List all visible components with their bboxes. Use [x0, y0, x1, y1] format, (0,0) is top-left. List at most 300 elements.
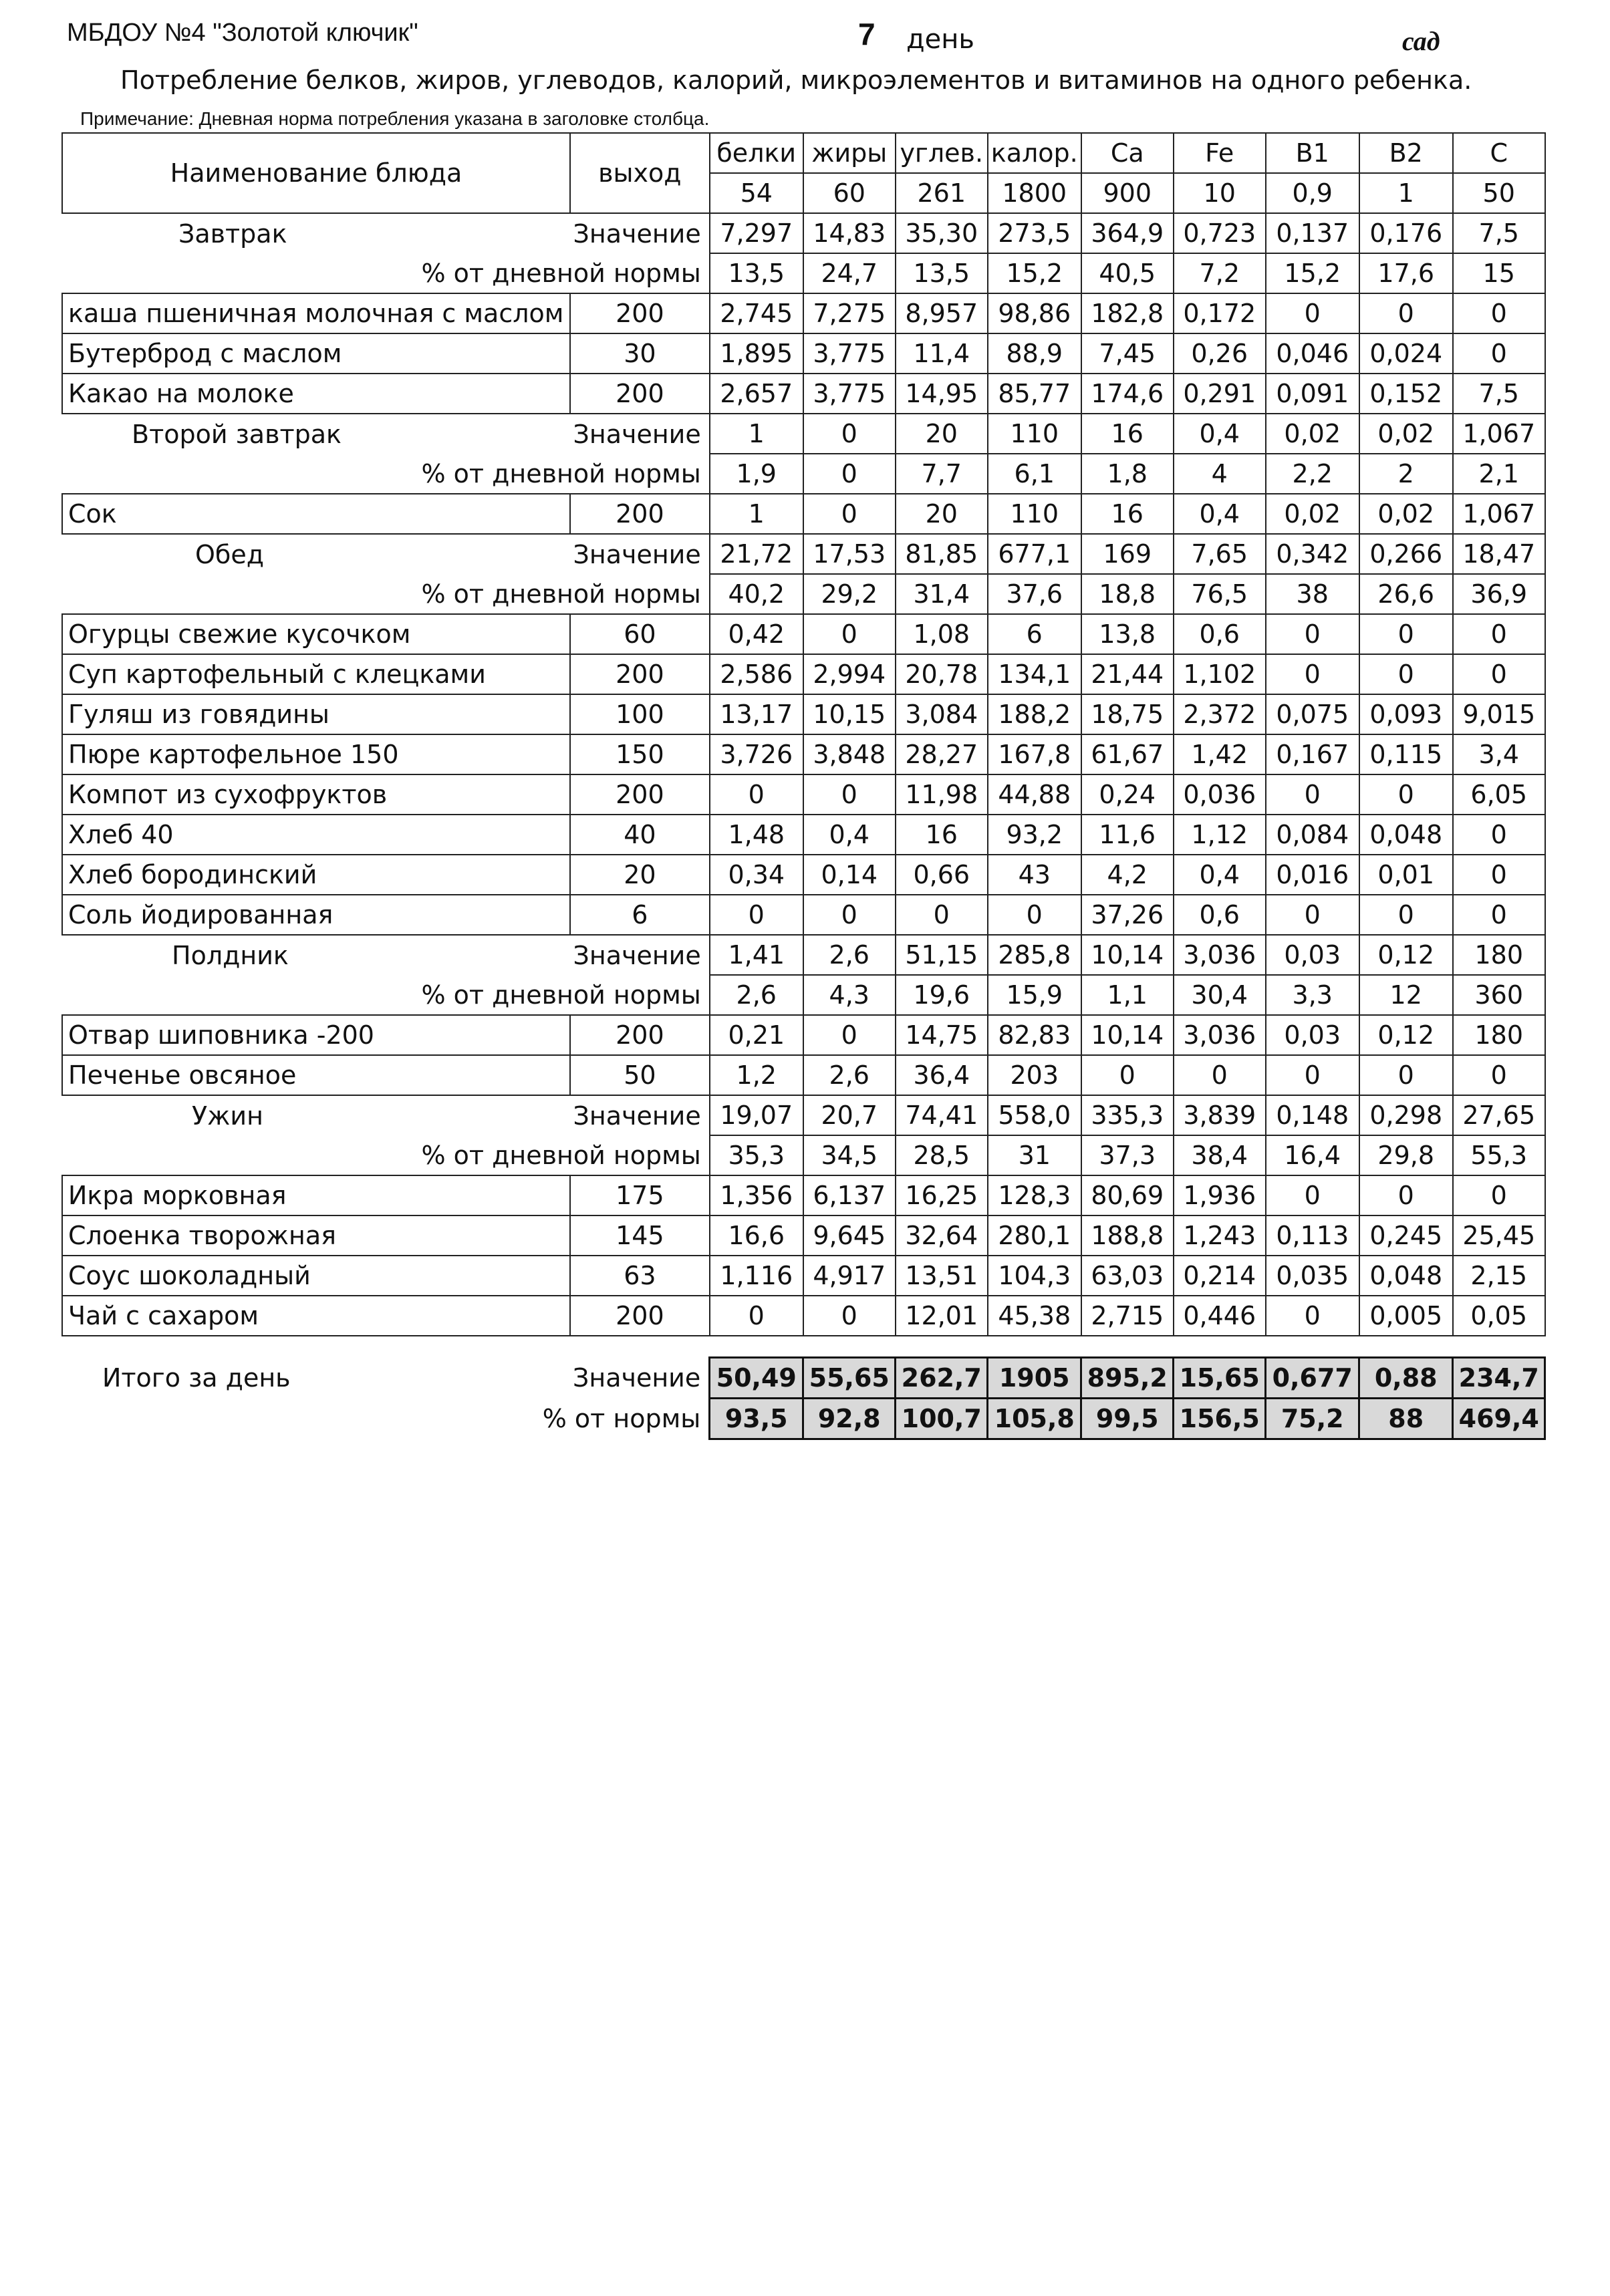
section-pct-cell: 28,5 [896, 1135, 988, 1175]
dish-value-cell: 0,21 [710, 1015, 803, 1055]
section-pct-cell: 1,9 [710, 454, 803, 494]
dish-value-cell: 280,1 [988, 1215, 1081, 1256]
dish-value-cell: 0 [803, 895, 896, 935]
dish-value-cell: 1,243 [1174, 1215, 1266, 1256]
dish-value-cell: 6,137 [803, 1175, 896, 1215]
section-pct-cell: 26,6 [1359, 574, 1453, 614]
column-header-nutrient: жиры [803, 133, 896, 173]
dish-value-cell: 104,3 [988, 1256, 1081, 1296]
dish-value-cell: 0,24 [1081, 774, 1174, 815]
dish-value-cell: 1,42 [1174, 734, 1266, 774]
dish-value-cell: 12,01 [896, 1296, 988, 1336]
section-name [62, 1095, 570, 1135]
dish-yield: 200 [570, 374, 710, 414]
column-header-nutrient: белки [710, 133, 803, 173]
dish-value-cell: 1,356 [710, 1175, 803, 1215]
section-value-row [62, 935, 1545, 975]
place-label: сад [1402, 26, 1440, 56]
dish-value-cell: 20,78 [896, 654, 988, 694]
dish-value-cell: 0,214 [1174, 1256, 1266, 1296]
section-name [62, 414, 570, 454]
dish-row [62, 1175, 1545, 1215]
section-pct-cell: 7,7 [896, 454, 988, 494]
dish-value-cell: 8,957 [896, 293, 988, 333]
section-value-cell: 16 [1081, 414, 1174, 454]
dish-name: Слоенка творожная [62, 1215, 570, 1256]
section-value-cell: 0,12 [1359, 935, 1453, 975]
dish-value-cell: 3,726 [710, 734, 803, 774]
dish-value-cell: 43 [988, 855, 1081, 895]
dish-value-cell: 0,4 [1174, 855, 1266, 895]
dish-value-cell: 0 [988, 895, 1081, 935]
dish-name: Чай с сахаром [62, 1296, 570, 1336]
section-value-cell: 558,0 [988, 1095, 1081, 1135]
column-header-nutrient: B1 [1266, 133, 1359, 173]
total-value-cell: 0,88 [1359, 1358, 1453, 1399]
dish-row [62, 1055, 1545, 1095]
dish-value-cell: 2,745 [710, 293, 803, 333]
dish-value-cell: 167,8 [988, 734, 1081, 774]
dish-value-cell: 0 [1453, 895, 1545, 935]
dish-value-cell: 0 [1266, 654, 1359, 694]
dish-name: Соус шоколадный [62, 1256, 570, 1296]
dish-value-cell: 7,275 [803, 293, 896, 333]
section-pct-cell: 16,4 [1266, 1135, 1359, 1175]
dish-value-cell: 88,9 [988, 333, 1081, 374]
dish-yield: 200 [570, 494, 710, 534]
dish-value-cell: 3,775 [803, 333, 896, 374]
dish-value-cell: 0,245 [1359, 1215, 1453, 1256]
dish-value-cell: 1,12 [1174, 815, 1266, 855]
pct-label: % от дневной нормы [421, 258, 701, 288]
dish-yield: 6 [570, 895, 710, 935]
section-value-cell: 180 [1453, 935, 1545, 975]
dish-value-cell: 9,015 [1453, 694, 1545, 734]
dish-value-cell: 61,67 [1081, 734, 1174, 774]
dish-value-cell: 0 [1359, 654, 1453, 694]
total-pct-cell: 92,8 [803, 1399, 896, 1439]
dish-value-cell: 0,046 [1266, 333, 1359, 374]
dish-value-cell: 0,113 [1266, 1215, 1359, 1256]
section-pct-cell: 40,2 [710, 574, 803, 614]
dish-value-cell: 0 [803, 614, 896, 654]
dish-value-cell: 0 [803, 774, 896, 815]
norm-value: 261 [896, 173, 988, 213]
dish-name: Бутерброд с маслом [62, 333, 570, 374]
section-pct-cell: 29,8 [1359, 1135, 1453, 1175]
section-value-cell: 677,1 [988, 534, 1081, 574]
section-value-cell: 0,02 [1266, 414, 1359, 454]
dish-value-cell: 13,17 [710, 694, 803, 734]
dish-name: Сок [62, 494, 570, 534]
column-header-nutrient: Ca [1081, 133, 1174, 173]
section-value-cell: 0,342 [1266, 534, 1359, 574]
section-name-label: Завтрак [178, 219, 287, 249]
dish-yield: 150 [570, 734, 710, 774]
section-pct-cell: 30,4 [1174, 975, 1266, 1015]
dish-value-cell: 13,51 [896, 1256, 988, 1296]
dish-row [62, 815, 1545, 855]
dish-name: Хлеб 40 [62, 815, 570, 855]
section-value-cell: 0,298 [1359, 1095, 1453, 1135]
section-pct-cell: 6,1 [988, 454, 1081, 494]
dish-value-cell: 110 [988, 494, 1081, 534]
dish-value-cell: 0,42 [710, 614, 803, 654]
dish-value-cell: 188,8 [1081, 1215, 1174, 1256]
norm-value: 900 [1081, 173, 1174, 213]
section-pct-cell: 4,3 [803, 975, 896, 1015]
pct-label: % от дневной нормы [421, 980, 701, 1010]
dish-value-cell: 1,48 [710, 815, 803, 855]
dish-value-cell: 1,936 [1174, 1175, 1266, 1215]
section-value-row [62, 213, 1545, 253]
dish-value-cell: 6 [988, 614, 1081, 654]
dish-row [62, 494, 1545, 534]
section-value-cell: 1,41 [710, 935, 803, 975]
total-value-cell: 0,677 [1266, 1358, 1359, 1399]
dish-value-cell: 0 [1081, 1055, 1174, 1095]
dish-value-cell: 182,8 [1081, 293, 1174, 333]
section-value-cell: 27,65 [1453, 1095, 1545, 1135]
dish-value-cell: 0,035 [1266, 1256, 1359, 1296]
dish-value-cell: 7,5 [1453, 374, 1545, 414]
section-pct-cell: 19,6 [896, 975, 988, 1015]
dish-name: Отвар шиповника -200 [62, 1015, 570, 1055]
section-pct-row [62, 574, 1545, 614]
total-pct-cell: 93,5 [710, 1399, 803, 1439]
section-value-cell: 17,53 [803, 534, 896, 574]
dish-value-cell: 0,03 [1266, 1015, 1359, 1055]
dish-yield: 145 [570, 1215, 710, 1256]
dish-value-cell: 0,075 [1266, 694, 1359, 734]
norm-value: 60 [803, 173, 896, 213]
dish-row [62, 1256, 1545, 1296]
dish-value-cell: 37,26 [1081, 895, 1174, 935]
section-pct-cell: 15,2 [1266, 253, 1359, 293]
dish-value-cell: 2,715 [1081, 1296, 1174, 1336]
dish-value-cell: 0 [1453, 614, 1545, 654]
dish-value-cell: 0 [1266, 774, 1359, 815]
section-value-cell: 20,7 [803, 1095, 896, 1135]
section-pct-cell: 15,2 [988, 253, 1081, 293]
section-value-cell: 7,5 [1453, 213, 1545, 253]
dish-value-cell: 13,8 [1081, 614, 1174, 654]
section-value-cell: 1 [710, 414, 803, 454]
dish-value-cell: 16,25 [896, 1175, 988, 1215]
dish-value-cell: 16 [1081, 494, 1174, 534]
nutrition-table [61, 132, 1546, 1440]
section-value-cell: 0,137 [1266, 213, 1359, 253]
section-name-label: Обед [195, 539, 264, 569]
dish-value-cell: 93,2 [988, 815, 1081, 855]
section-value-cell: 0,03 [1266, 935, 1359, 975]
dish-value-cell: 11,6 [1081, 815, 1174, 855]
dish-value-cell: 16 [896, 815, 988, 855]
dish-value-cell: 0 [1266, 1175, 1359, 1215]
dish-value-cell: 36,4 [896, 1055, 988, 1095]
section-value-cell: 0,723 [1174, 213, 1266, 253]
dish-value-cell: 0,446 [1174, 1296, 1266, 1336]
dish-value-cell: 82,83 [988, 1015, 1081, 1055]
section-value-cell: 285,8 [988, 935, 1081, 975]
dish-value-cell: 0 [896, 895, 988, 935]
value-label: Значение [573, 419, 701, 449]
dish-value-cell: 2,372 [1174, 694, 1266, 734]
dish-name: Огурцы свежие кусочком [62, 614, 570, 654]
dish-value-cell: 1 [710, 494, 803, 534]
dish-value-cell: 0 [1266, 1055, 1359, 1095]
total-pct-cell: 100,7 [896, 1399, 988, 1439]
section-value-cell: 3,036 [1174, 935, 1266, 975]
dish-yield: 200 [570, 1015, 710, 1055]
dish-value-cell: 0 [1266, 1296, 1359, 1336]
dish-value-cell: 0,66 [896, 855, 988, 895]
dish-value-cell: 2,994 [803, 654, 896, 694]
dish-value-cell: 10,14 [1081, 1015, 1174, 1055]
section-pct-cell: 2,2 [1266, 454, 1359, 494]
dish-value-cell: 32,64 [896, 1215, 988, 1256]
section-value-cell: 74,41 [896, 1095, 988, 1135]
dish-value-cell: 174,6 [1081, 374, 1174, 414]
dish-value-cell: 0 [1359, 1055, 1453, 1095]
total-pct-cell: 156,5 [1174, 1399, 1266, 1439]
dish-value-cell: 0 [1359, 774, 1453, 815]
dish-value-cell: 1,2 [710, 1055, 803, 1095]
dish-value-cell: 0 [1453, 1175, 1545, 1215]
dish-yield: 50 [570, 1055, 710, 1095]
section-pct-cell: 55,3 [1453, 1135, 1545, 1175]
section-pct-cell: 2,1 [1453, 454, 1545, 494]
dish-name: Суп картофельный с клецками [62, 654, 570, 694]
total-value-cell: 262,7 [896, 1358, 988, 1399]
total-pct-cell: 75,2 [1266, 1399, 1359, 1439]
dish-value-cell: 0,4 [1174, 494, 1266, 534]
dish-value-cell: 1,08 [896, 614, 988, 654]
section-pct-cell: 40,5 [1081, 253, 1174, 293]
norm-value: 54 [710, 173, 803, 213]
section-value-cell: 0 [803, 414, 896, 454]
dish-value-cell: 0 [1453, 333, 1545, 374]
section-pct-cell: 15,9 [988, 975, 1081, 1015]
pct-label: % от дневной нормы [421, 579, 701, 609]
section-name [62, 534, 570, 574]
dish-value-cell: 44,88 [988, 774, 1081, 815]
dish-value-cell: 0 [1359, 1175, 1453, 1215]
dish-value-cell: 0,084 [1266, 815, 1359, 855]
dish-row [62, 895, 1545, 935]
dish-yield: 200 [570, 654, 710, 694]
section-pct-cell: 31 [988, 1135, 1081, 1175]
dish-value-cell: 134,1 [988, 654, 1081, 694]
pct-label: % от дневной нормы [421, 1140, 701, 1170]
section-pct-cell: 2,6 [710, 975, 803, 1015]
dish-value-cell: 9,645 [803, 1215, 896, 1256]
section-value-row [62, 1095, 1545, 1135]
section-value-cell: 3,839 [1174, 1095, 1266, 1135]
dish-value-cell: 18,75 [1081, 694, 1174, 734]
dish-value-cell: 0 [1174, 1055, 1266, 1095]
section-value-cell: 51,15 [896, 935, 988, 975]
dish-row [62, 333, 1545, 374]
section-value-cell: 35,30 [896, 213, 988, 253]
section-value-cell: 335,3 [1081, 1095, 1174, 1135]
dish-value-cell: 0 [803, 1296, 896, 1336]
section-value-cell: 10,14 [1081, 935, 1174, 975]
dish-yield: 200 [570, 774, 710, 815]
value-label: Значение [573, 539, 701, 569]
dish-value-cell: 0 [803, 494, 896, 534]
dish-value-cell: 11,98 [896, 774, 988, 815]
dish-row [62, 774, 1545, 815]
dish-name: Хлеб бородинский [62, 855, 570, 895]
dish-value-cell: 0,093 [1359, 694, 1453, 734]
dish-value-cell: 7,45 [1081, 333, 1174, 374]
pct-label: % от дневной нормы [421, 458, 701, 488]
section-value-cell: 19,07 [710, 1095, 803, 1135]
section-value-row [62, 534, 1545, 574]
dish-value-cell: 0 [803, 1015, 896, 1055]
dish-value-cell: 2,6 [803, 1055, 896, 1095]
dish-value-cell: 1,067 [1453, 494, 1545, 534]
section-pct-cell: 76,5 [1174, 574, 1266, 614]
dish-value-cell: 16,6 [710, 1215, 803, 1256]
norm-value: 1800 [988, 173, 1081, 213]
dish-value-cell: 0,26 [1174, 333, 1266, 374]
dish-row [62, 374, 1545, 414]
dish-value-cell: 0 [1453, 855, 1545, 895]
value-label: Значение [573, 1101, 701, 1131]
section-value-cell: 0,4 [1174, 414, 1266, 454]
spacer-row [62, 1336, 1545, 1358]
section-value-cell: 2,6 [803, 935, 896, 975]
dish-value-cell: 1,102 [1174, 654, 1266, 694]
dish-row [62, 614, 1545, 654]
section-pct-cell: 31,4 [896, 574, 988, 614]
nutrition-table-body [62, 133, 1545, 1439]
dish-row [62, 1296, 1545, 1336]
dish-yield: 60 [570, 614, 710, 654]
section-pct-cell: 37,6 [988, 574, 1081, 614]
section-pct-row [62, 253, 1545, 293]
document-subtitle: Потребление белков, жиров, углеводов, калорий, микроэлементов и витаминов на одного ребенка. [120, 65, 1472, 95]
dish-value-cell: 11,4 [896, 333, 988, 374]
section-value-cell: 81,85 [896, 534, 988, 574]
section-pct-cell: 0 [803, 454, 896, 494]
section-value-cell: 110 [988, 414, 1081, 454]
dish-yield: 20 [570, 855, 710, 895]
dish-yield: 30 [570, 333, 710, 374]
section-value-cell: 364,9 [1081, 213, 1174, 253]
section-pct-cell: 37,3 [1081, 1135, 1174, 1175]
section-pct-cell: 360 [1453, 975, 1545, 1015]
section-pct-cell: 34,5 [803, 1135, 896, 1175]
section-pct-cell: 17,6 [1359, 253, 1453, 293]
total-name: Итого за день [102, 1363, 291, 1393]
dish-row [62, 734, 1545, 774]
dish-value-cell: 14,95 [896, 374, 988, 414]
dish-value-cell: 0,6 [1174, 614, 1266, 654]
dish-value-cell: 4,917 [803, 1256, 896, 1296]
dish-name: Пюре картофельное 150 [62, 734, 570, 774]
total-value-cell: 50,49 [710, 1358, 803, 1399]
section-value-cell: 20 [896, 414, 988, 454]
dish-name: Печенье овсяное [62, 1055, 570, 1095]
dish-value-cell: 3,4 [1453, 734, 1545, 774]
dish-value-cell: 0,016 [1266, 855, 1359, 895]
section-pct-cell: 13,5 [710, 253, 803, 293]
dish-value-cell: 20 [896, 494, 988, 534]
section-pct-row [62, 1135, 1545, 1175]
dish-value-cell: 0,005 [1359, 1296, 1453, 1336]
section-pct-row [62, 975, 1545, 1015]
organization-name: МБДОУ №4 "Золотой ключик" [67, 19, 418, 47]
dish-value-cell: 10,15 [803, 694, 896, 734]
dish-value-cell: 2,15 [1453, 1256, 1545, 1296]
dish-value-cell: 0,152 [1359, 374, 1453, 414]
total-value-cell: 1905 [988, 1358, 1081, 1399]
dish-value-cell: 63,03 [1081, 1256, 1174, 1296]
dish-value-cell: 0,05 [1453, 1296, 1545, 1336]
section-value-cell: 0,176 [1359, 213, 1453, 253]
section-name-label: Второй завтрак [132, 419, 342, 449]
section-pct-cell: 38,4 [1174, 1135, 1266, 1175]
dish-value-cell: 3,848 [803, 734, 896, 774]
section-pct-cell: 1,8 [1081, 454, 1174, 494]
dish-yield: 200 [570, 293, 710, 333]
dish-row [62, 1215, 1545, 1256]
dish-value-cell: 0 [1453, 293, 1545, 333]
section-value-cell: 18,47 [1453, 534, 1545, 574]
dish-name: Соль йодированная [62, 895, 570, 935]
norm-value: 10 [1174, 173, 1266, 213]
section-value-cell: 14,83 [803, 213, 896, 253]
dish-value-cell: 188,2 [988, 694, 1081, 734]
total-pct-row [62, 1399, 1545, 1439]
dish-value-cell: 0,036 [1174, 774, 1266, 815]
dish-value-cell: 0,291 [1174, 374, 1266, 414]
dish-value-cell: 1,116 [710, 1256, 803, 1296]
section-value-cell: 273,5 [988, 213, 1081, 253]
dish-value-cell: 4,2 [1081, 855, 1174, 895]
section-value-row [62, 414, 1545, 454]
total-value-cell: 15,65 [1174, 1358, 1266, 1399]
norm-value: 0,9 [1266, 173, 1359, 213]
total-pct-cell: 105,8 [988, 1399, 1081, 1439]
total-pct-cell: 88 [1359, 1399, 1453, 1439]
dish-value-cell: 14,75 [896, 1015, 988, 1055]
dish-value-cell: 0,02 [1359, 494, 1453, 534]
dish-value-cell: 0 [1359, 614, 1453, 654]
dish-value-cell: 0 [1266, 293, 1359, 333]
section-pct-cell: 38 [1266, 574, 1359, 614]
dish-value-cell: 0 [710, 895, 803, 935]
dish-yield: 200 [570, 1296, 710, 1336]
section-name [62, 935, 570, 975]
section-pct-cell: 1,1 [1081, 975, 1174, 1015]
dish-value-cell: 0,12 [1359, 1015, 1453, 1055]
dish-name: Икра морковная [62, 1175, 570, 1215]
section-pct-cell: 15 [1453, 253, 1545, 293]
dish-value-cell: 0 [710, 1296, 803, 1336]
section-pct-cell: 13,5 [896, 253, 988, 293]
section-pct-cell: 36,9 [1453, 574, 1545, 614]
dish-value-cell: 0 [710, 774, 803, 815]
dish-value-cell: 128,3 [988, 1175, 1081, 1215]
section-value-cell: 0,266 [1359, 534, 1453, 574]
column-header-nutrient: Fe [1174, 133, 1266, 173]
section-pct-cell: 7,2 [1174, 253, 1266, 293]
dish-value-cell: 80,69 [1081, 1175, 1174, 1215]
